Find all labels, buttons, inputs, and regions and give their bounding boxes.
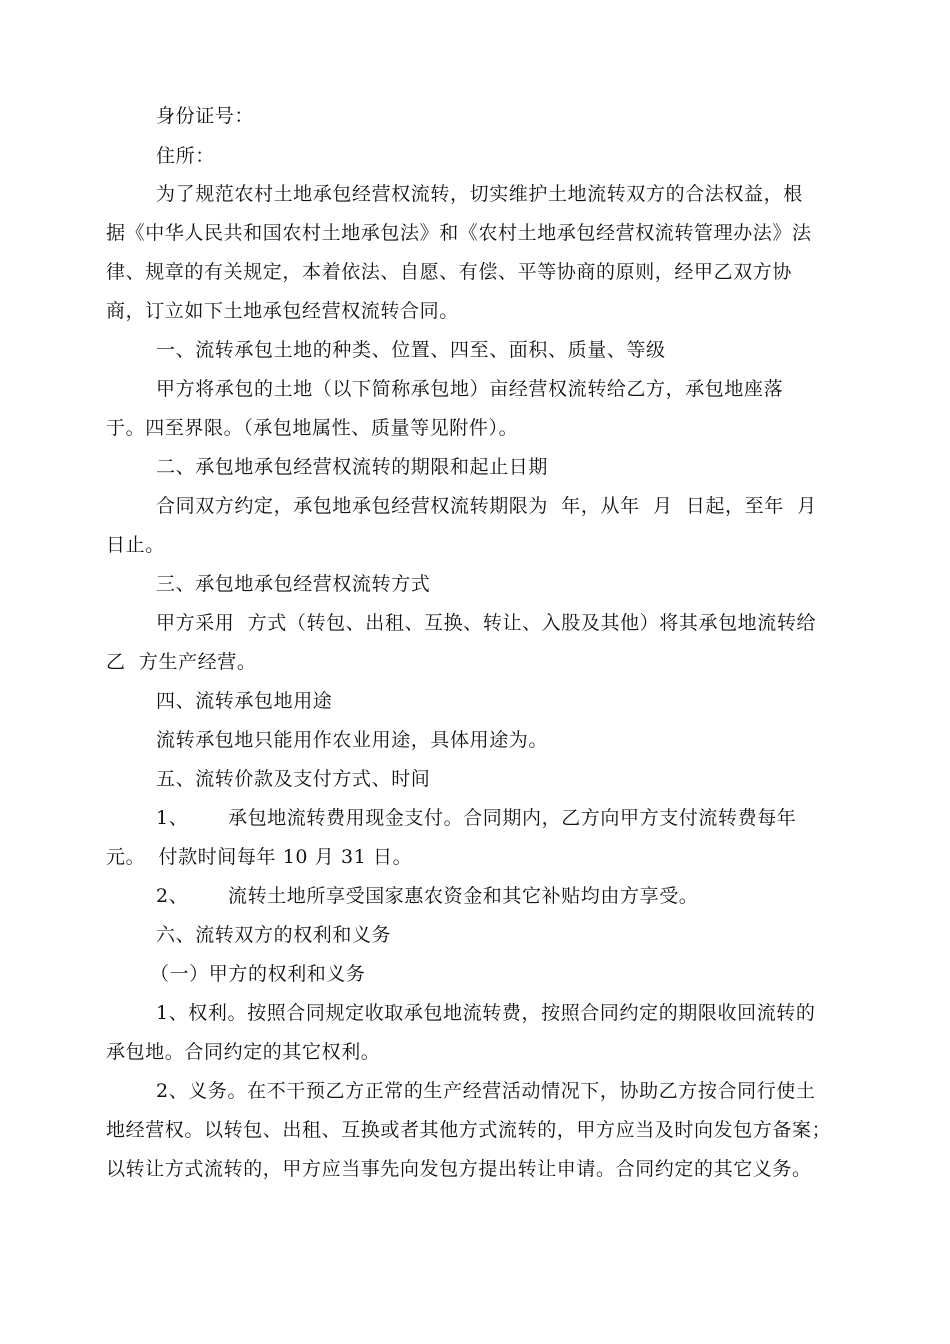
section-3-body: 乙 方生产经营。 — [106, 651, 257, 673]
section-6-subheading: （一）甲方的权利和义务 — [150, 963, 366, 985]
section-3-heading: 三、承包地承包经营权流转方式 — [156, 573, 431, 595]
section-1-body: 甲方将承包的土地（以下简称承包地）亩经营权流转给乙方，承包地座落 — [156, 378, 784, 400]
intro-line: 据《中华人民共和国农村土地承包法》和《农村土地承包经营权流转管理办法》法 — [106, 222, 812, 244]
section-5-item-text: 流转土地所享受国家惠农资金和其它补贴均由方享受。 — [228, 885, 699, 907]
intro-line: 商，订立如下土地承包经营权流转合同。 — [106, 300, 459, 322]
section-2-heading: 二、承包地承包经营权流转的期限和起止日期 — [156, 456, 549, 478]
party-a-duties: 以转让方式流转的，甲方应当事先向发包方提出转让申请。合同约定的其它义务。 — [106, 1158, 812, 1180]
intro-line: 为了规范农村土地承包经营权流转，切实维护土地流转双方的合法权益，根 — [156, 183, 803, 205]
intro-line: 律、规章的有关规定，本着依法、自愿、有偿、平等协商的原则，经甲乙双方协 — [106, 261, 793, 283]
section-1-heading: 一、流转承包土地的种类、位置、四至、面积、质量、等级 — [156, 339, 666, 361]
party-a-rights: 1、权利。按照合同规定收取承包地流转费，按照合同约定的期限收回流转的 — [156, 1002, 816, 1024]
address-label: 住所： — [156, 145, 215, 167]
section-2-body: 日止。 — [106, 534, 165, 556]
id-number-label: 身份证号： — [156, 105, 255, 127]
section-6-heading: 六、流转双方的权利和义务 — [156, 924, 392, 946]
party-a-rights: 承包地。合同约定的其它权利。 — [106, 1041, 381, 1063]
party-a-duties: 2、义务。在不干预乙方正常的生产经营活动情况下，协助乙方按合同行使土 — [156, 1080, 816, 1102]
section-1-body: 于。四至界限。（承包地属性、质量等见附件）。 — [106, 417, 519, 439]
section-2-body: 合同双方约定，承包地承包经营权流转期限为 年，从年 月 日起，至年 月 — [156, 495, 817, 517]
section-3-body: 甲方采用 方式（转包、出租、互换、转让、入股及其他）将其承包地流转给 — [156, 612, 817, 634]
section-5-item-number: 1、 — [156, 807, 189, 829]
section-5-item-number: 2、 — [156, 885, 189, 907]
section-4-heading: 四、流转承包地用途 — [156, 690, 333, 712]
section-5-heading: 五、流转价款及支付方式、时间 — [156, 768, 431, 790]
section-4-body: 流转承包地只能用作农业用途，具体用途为。 — [156, 729, 549, 751]
section-5-item-text: 承包地流转费用现金支付。合同期内，乙方向甲方支付流转费每年 — [228, 807, 797, 829]
party-a-duties: 地经营权。以转包、出租、互换或者其他方式流转的，甲方应当及时向发包方备案； — [106, 1119, 832, 1141]
section-5-item-continuation: 元。 付款时间每年 10 月 31 日。 — [106, 846, 413, 868]
